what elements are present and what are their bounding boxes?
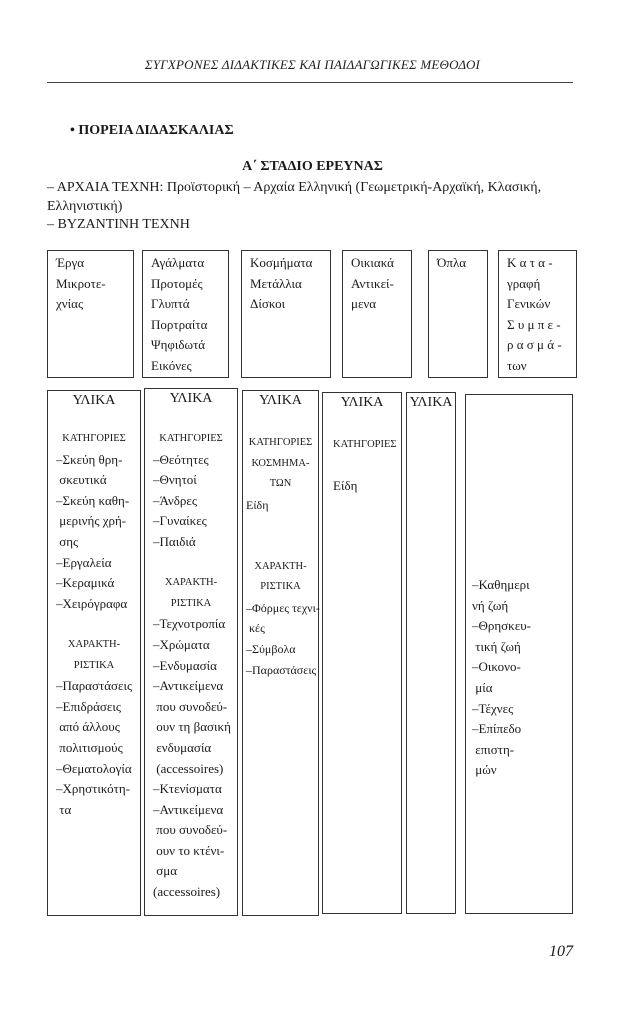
box-line: –Χρώματα	[153, 636, 210, 652]
box-line: –Σκεύη καθη-	[56, 492, 130, 508]
box-line: Ψηφιδωτά	[151, 337, 206, 353]
box-lines	[351, 253, 411, 315]
box-line	[333, 456, 401, 477]
box-line: που συνοδεύ-	[153, 822, 228, 838]
box-lines	[437, 253, 487, 274]
box-line: τα	[56, 801, 72, 817]
box-line: Εικόνες	[151, 357, 192, 373]
box-lines	[56, 253, 133, 315]
box-line: ΧΑΡΑΚΤΗ-	[164, 577, 218, 589]
box-line: Σ υ μ π ε -	[507, 316, 561, 332]
materials-box	[406, 392, 456, 914]
box-line: –Ενδυμασία	[153, 657, 217, 673]
box-line: γραφή	[507, 275, 541, 291]
box-line: Όπλα	[437, 255, 467, 270]
page-number: 107	[549, 943, 573, 960]
box-line: –Επίπεδο	[472, 721, 522, 737]
box-line: σμα	[153, 863, 178, 879]
section-heading: • ΠΟΡΕΙΑ ΔΙΔΑΣΚΑΛΙΑΣ	[70, 123, 234, 138]
box-line: ΚΟΣΜΗΜΑ-	[251, 457, 310, 469]
box-line: Είδη	[333, 478, 358, 494]
box-line: ΡΙΣΤΙΚΑ	[170, 597, 212, 609]
box-line	[246, 515, 318, 536]
box-line: Αντικεί-	[351, 275, 394, 291]
materials-box	[465, 394, 573, 914]
box-line: σης	[56, 533, 79, 549]
box-line: –Παραστάσεις	[246, 662, 317, 677]
top-box	[498, 250, 577, 378]
box-line	[153, 553, 237, 574]
paragraph-line: Ελληνιστική)	[47, 199, 123, 214]
box-line: Μετάλλια	[250, 275, 302, 291]
box-line: –Φόρμες τεχνι-	[246, 600, 320, 615]
materials-box	[144, 388, 238, 916]
header-rule	[47, 82, 573, 83]
box-line: Είδη	[246, 497, 269, 512]
box-line: Κ α τ α -	[507, 255, 553, 270]
materials-box	[242, 390, 319, 916]
box-line	[56, 614, 140, 635]
box-line: –Αντικείμενα	[153, 678, 224, 694]
box-line: ΧΑΡΑΚΤΗ-	[67, 638, 121, 650]
box-line: κές	[246, 621, 265, 636]
box-line: ουν τη βασική	[153, 719, 231, 735]
box-line: ενδυμασία	[153, 739, 212, 755]
box-line: των	[507, 357, 527, 373]
box-line: ΡΙΣΤΙΚΑ	[73, 659, 115, 671]
box-line: –Επιδράσεις	[56, 698, 122, 714]
box-line: –Θεότητες	[153, 451, 209, 467]
box-line: Προτομές	[151, 275, 203, 291]
box-line: Γλυπτά	[151, 296, 190, 312]
box-lines	[250, 253, 330, 315]
box-lines	[472, 575, 572, 781]
box-lines	[151, 253, 228, 377]
box-line: –Τέχνες	[472, 700, 514, 716]
box-line: ΚΑΤΗΓΟΡΙΕΣ	[62, 433, 126, 444]
box-line: Αγάλματα	[151, 255, 205, 270]
box-lines	[56, 429, 140, 820]
top-box	[428, 250, 488, 378]
materials-box	[47, 390, 141, 916]
box-line: –Οικονο-	[472, 659, 521, 675]
box-line: (accessoires)	[153, 884, 221, 900]
box-line: μερινής χρή-	[56, 513, 127, 529]
materials-box	[322, 392, 402, 914]
box-line: –Γυναίκες	[153, 513, 207, 529]
box-line: πολιτισμούς	[56, 739, 123, 755]
materials-header: ΥΛΙΚΑ	[340, 395, 384, 410]
box-line: –Θρησκευ-	[472, 618, 531, 634]
box-line: μενα	[351, 296, 377, 312]
box-line: ΡΙΣΤΙΚΑ	[260, 581, 301, 593]
running-head: ΣΥΓΧΡΟΝΕΣ ΔΙΔΑΚΤΙΚΕΣ ΚΑΙ ΠΑΙΔΑΓΩΓΙΚΕΣ ΜΕΘΟΔΟΙ	[144, 57, 481, 72]
box-line: –Καθημερι	[472, 577, 530, 592]
box-line: επιστη-	[472, 741, 515, 757]
materials-header: ΥΛΙΚΑ	[409, 395, 453, 410]
box-line: μών	[472, 762, 497, 778]
box-line: ΤΩΝ	[269, 478, 292, 490]
box-line: –Τεχνοτροπία	[153, 616, 226, 632]
box-line: –Κτενίσματα	[153, 781, 222, 797]
box-line: –Αντικείμενα	[153, 801, 224, 817]
materials-header: ΥΛΙΚΑ	[259, 393, 302, 408]
box-line: ρ α σ μ ά -	[507, 337, 562, 353]
box-line: ΚΑΤΗΓΟΡΙΕΣ	[333, 439, 397, 450]
box-lines	[507, 253, 576, 377]
box-line: –Χρηστικότη-	[56, 781, 131, 797]
paragraph-line: – ΑΡΧΑΙΑ ΤΕΧΝΗ: Προϊστορική – Αρχαία Ελληνική (Γεωμετρική-Αρχαϊκή, Κλασική,	[47, 180, 542, 195]
box-line: –Χειρόγραφα	[56, 595, 128, 611]
box-line: –Παιδιά	[153, 533, 196, 549]
box-line: που συνοδεύ-	[153, 698, 228, 714]
box-line: ΧΑΡΑΚΤΗ-	[254, 560, 307, 572]
box-line: (accessoires)	[153, 760, 224, 776]
box-line: –Θνητοί	[153, 472, 197, 488]
stage-title: Α΄ ΣΤΑΔΙΟ ΕΡΕΥΝΑΣ	[242, 159, 383, 174]
box-line: –Σκεύη θρη-	[56, 451, 123, 467]
materials-header: ΥΛΙΚΑ	[72, 393, 116, 408]
box-line	[246, 536, 318, 557]
materials-header: ΥΛΙΚΑ	[169, 391, 213, 406]
box-line: Έργα	[56, 255, 85, 270]
box-line: Δίσκοι	[250, 296, 286, 312]
box-line: –Κεραμικά	[56, 575, 115, 591]
box-line: χνίας	[56, 296, 84, 312]
box-line: σκευτικά	[56, 472, 107, 488]
box-line: –Άνδρες	[153, 492, 198, 508]
box-line: –Εργαλεία	[56, 554, 112, 570]
top-box	[241, 250, 331, 378]
top-box	[47, 250, 134, 378]
box-lines	[153, 429, 237, 903]
box-lines	[333, 435, 401, 497]
top-box	[142, 250, 229, 378]
box-line: τική ζωή	[472, 638, 521, 654]
top-box	[342, 250, 412, 378]
paragraph-line: – ΒΥΖΑΝΤΙΝΗ ΤΕΧΝΗ	[47, 217, 190, 232]
box-line: νή ζωή	[472, 597, 509, 613]
box-line: Κοσμήματα	[250, 255, 313, 270]
box-lines	[246, 433, 318, 680]
box-line: –Παραστάσεις	[56, 678, 133, 694]
box-line: Μικροτε-	[56, 275, 106, 291]
box-line: Γενικών	[507, 296, 551, 312]
box-line: ΚΑΤΗΓΟΡΙΕΣ	[159, 433, 223, 444]
box-line: ΚΑΤΗΓΟΡΙΕΣ	[248, 437, 313, 448]
box-line: Πορτραίτα	[151, 316, 208, 332]
box-line: ουν το κτένι-	[153, 842, 225, 858]
box-line: –Σύμβολα	[246, 641, 296, 656]
box-line: –Θεματολογία	[56, 760, 132, 776]
box-line: μία	[472, 679, 493, 695]
box-line: από άλλους	[56, 719, 120, 735]
box-line: Οικιακά	[351, 255, 394, 270]
